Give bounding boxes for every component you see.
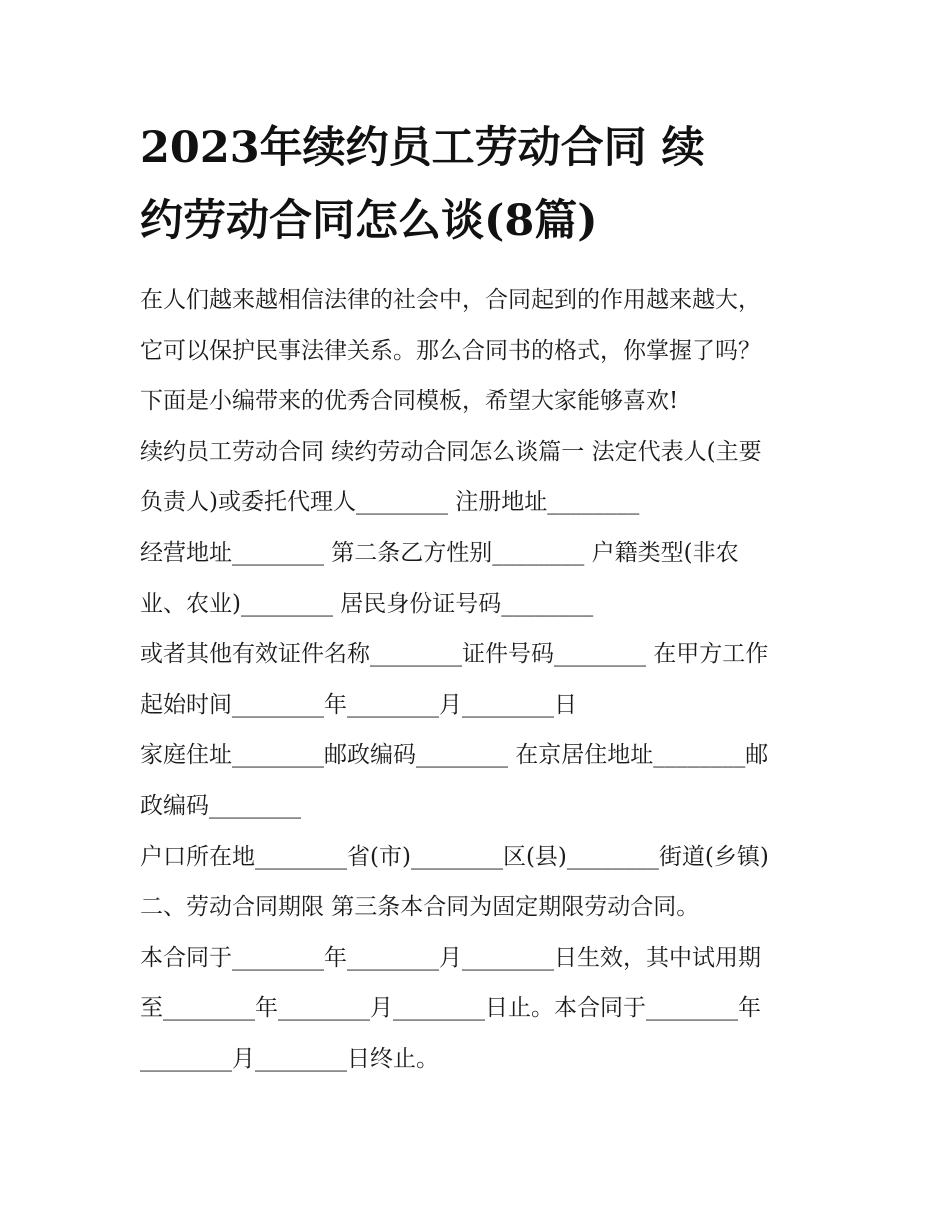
body-line: 或者其他有效证件名称________证件号码________ 在甲方工作: [140, 641, 769, 668]
body-line: ________月________日终止。: [140, 1045, 439, 1072]
body-line: 至________年________月________日止。本合同于________年: [140, 995, 761, 1022]
body-line: 续约员工劳动合同 续约劳动合同怎么谈篇一 法定代表人(主要: [140, 438, 762, 465]
body-line: 本合同于________年________月________日生效，其中试用期: [140, 944, 761, 971]
document-body: [140, 275, 830, 1085]
title-line: 2023年续约员工劳动合同 续: [140, 123, 705, 173]
body-line: 二、劳动合同期限 第三条本合同为固定期限劳动合同。: [140, 894, 700, 921]
body-line: 它可以保护民事法律关系。那么合同书的格式，你掌握了吗？: [140, 337, 761, 364]
body-line: 下面是小编带来的优秀合同模板，希望大家能够喜欢!: [140, 388, 679, 415]
title-line: 约劳动合同怎么谈(8篇): [140, 196, 598, 246]
body-line: 在人们越来越相信法律的社会中，合同起到的作用越来越大，: [140, 287, 761, 313]
body-line: 家庭住址________邮政编码________ 在京居住地址________邮: [140, 742, 769, 769]
body-line: 政编码________: [140, 792, 301, 819]
document-title: [140, 112, 820, 258]
body-line: 起始时间________年________月________日: [140, 691, 577, 718]
body-line: 户口所在地________省(市)________区(县)________街道(乡镇): [140, 843, 769, 870]
body-line: 负责人)或委托代理人________ 注册地址________: [140, 489, 640, 516]
body-line: 业、农业)________ 居民身份证号码________: [140, 590, 594, 617]
body-line: 经营地址________ 第二条乙方性别________ 户籍类型(非农: [140, 539, 739, 566]
